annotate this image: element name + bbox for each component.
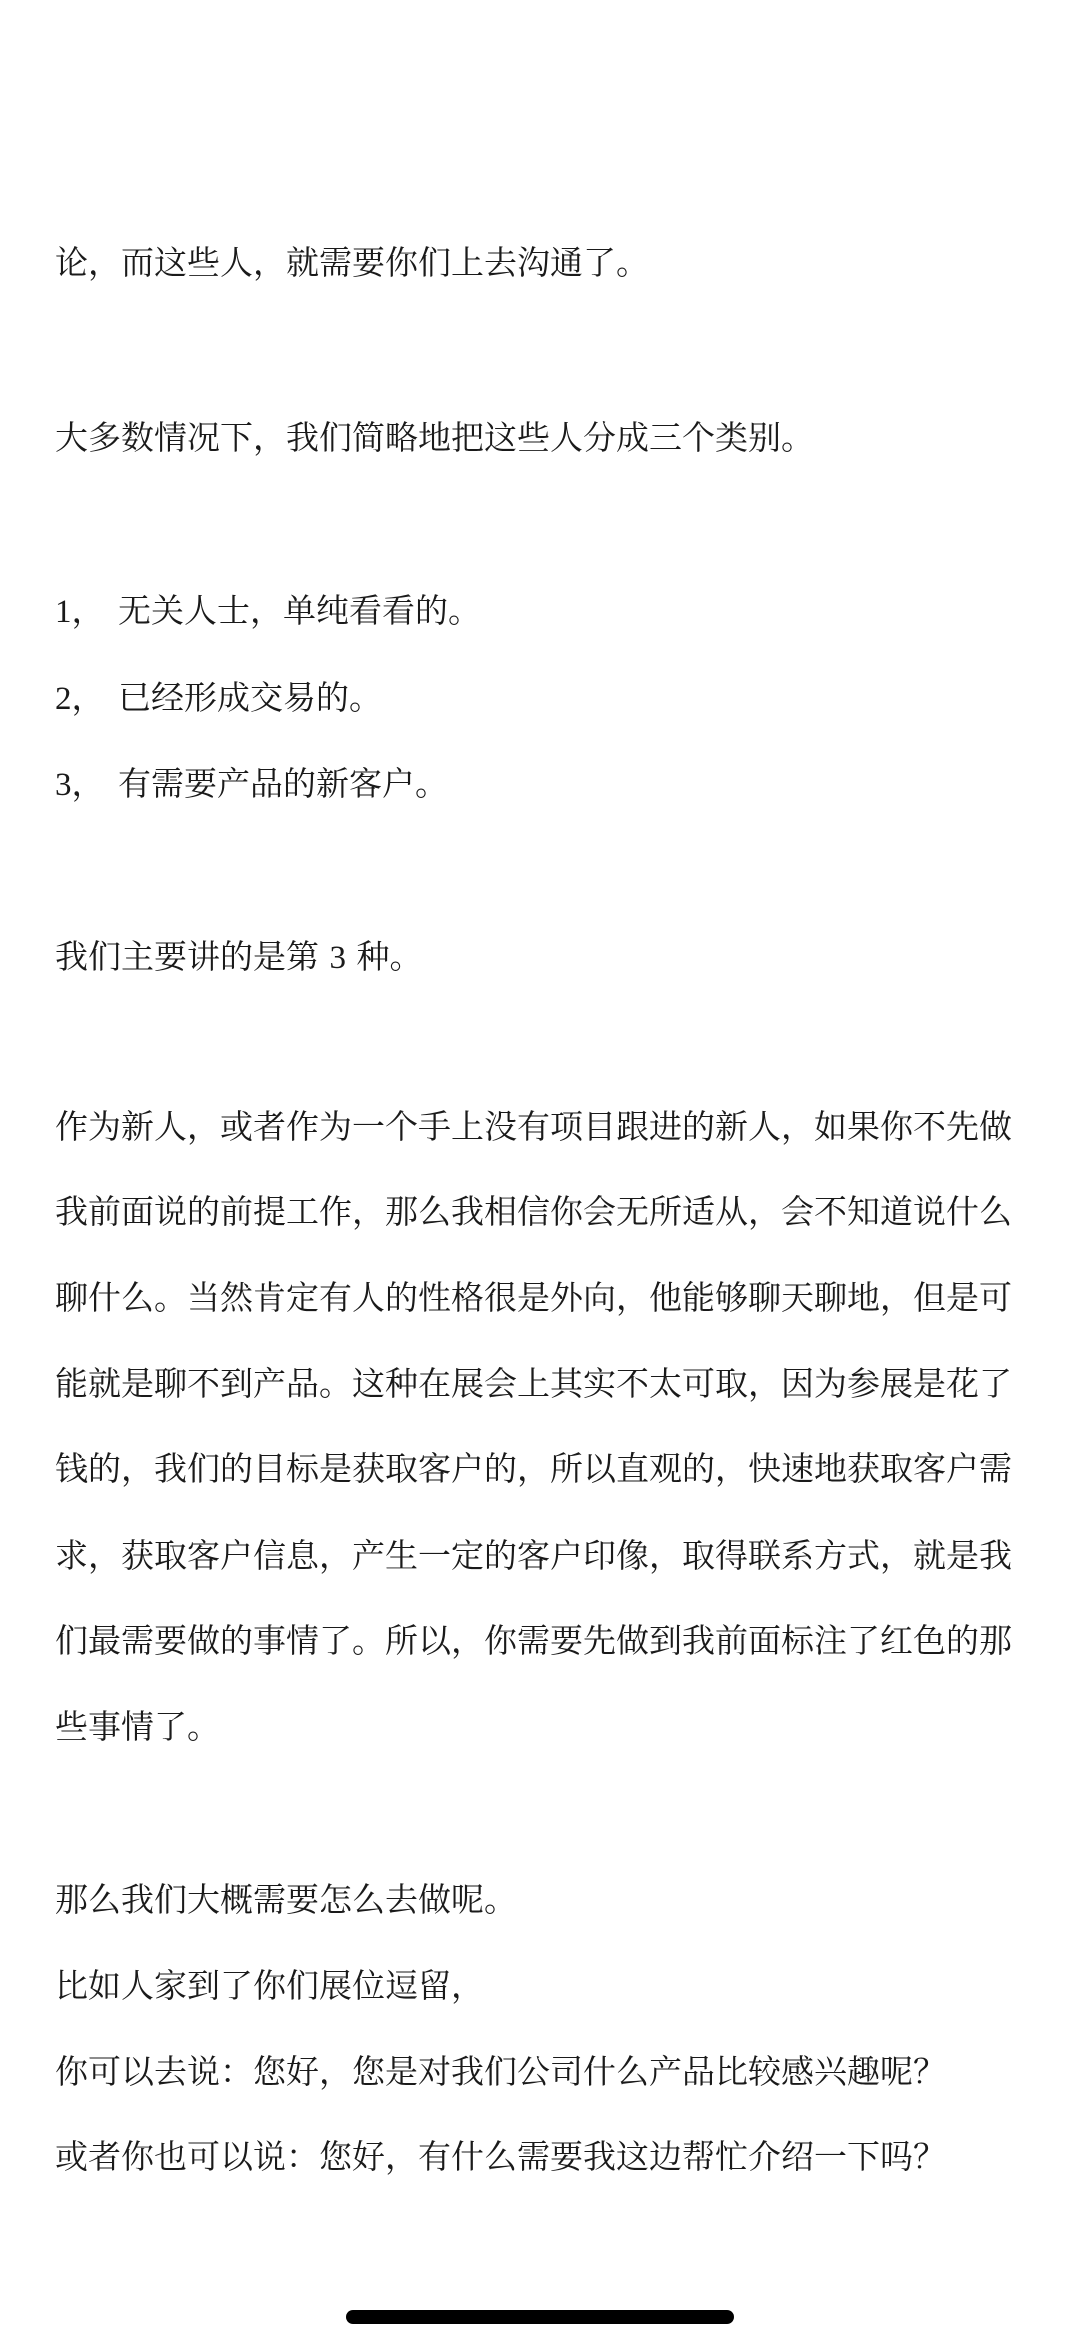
- focus-line: [55, 937, 423, 978]
- focus-number: 3: [329, 940, 346, 976]
- closing-line: 那么我们大概需要怎么去做呢。: [55, 1880, 517, 1919]
- focus-suffix: 种。: [346, 937, 423, 976]
- closing-line: 或者你也可以说：您好，有什么需要我这边帮忙介绍一下吗？: [55, 2137, 946, 2176]
- home-indicator[interactable]: [346, 2310, 734, 2324]
- focus-prefix: 我们主要讲的是第: [55, 937, 330, 976]
- categories-intro: 大多数情况下，我们简略地把这些人分成三个类别。: [55, 418, 814, 457]
- closing-line: 比如人家到了你们展位逗留，: [55, 1966, 484, 2005]
- paragraph-line: 聊什么。当然肯定有人的性格很是外向，他能够聊天聊地，但是可: [55, 1278, 1012, 1317]
- closing-line: 你可以去说：您好，您是对我们公司什么产品比较感兴趣呢？: [55, 2052, 946, 2091]
- list-text: 有需要产品的新客户。: [118, 764, 448, 803]
- list-text: 已经形成交易的。: [118, 678, 382, 717]
- list-item: [55, 678, 382, 719]
- paragraph-line: 钱的，我们的目标是获取客户的，所以直观的，快速地获取客户需: [55, 1449, 1012, 1488]
- paragraph-line: 我前面说的前提工作，那么我相信你会无所适从，会不知道说什么: [55, 1192, 1012, 1231]
- paragraph-line: 些事情了。: [55, 1707, 220, 1746]
- paragraph-line: 求，获取客户信息，产生一定的客户印像，取得联系方式，就是我: [55, 1536, 1012, 1575]
- paragraph-line: 能就是聊不到产品。这种在展会上其实不太可取，因为参展是花了: [55, 1364, 1012, 1403]
- list-number: 2，: [55, 681, 105, 717]
- list-number: 1，: [55, 594, 105, 630]
- list-text: 无关人士，单纯看看的。: [118, 591, 481, 630]
- paragraph-line: 作为新人，或者作为一个手上没有项目跟进的新人，如果你不先做: [55, 1107, 1012, 1146]
- list-item: [55, 591, 481, 632]
- list-item: [55, 764, 448, 805]
- list-number: 3，: [55, 767, 105, 803]
- intro-line: 论，而这些人，就需要你们上去沟通了。: [55, 243, 649, 282]
- paragraph-line: 们最需要做的事情了。所以，你需要先做到我前面标注了红色的那: [55, 1621, 1012, 1660]
